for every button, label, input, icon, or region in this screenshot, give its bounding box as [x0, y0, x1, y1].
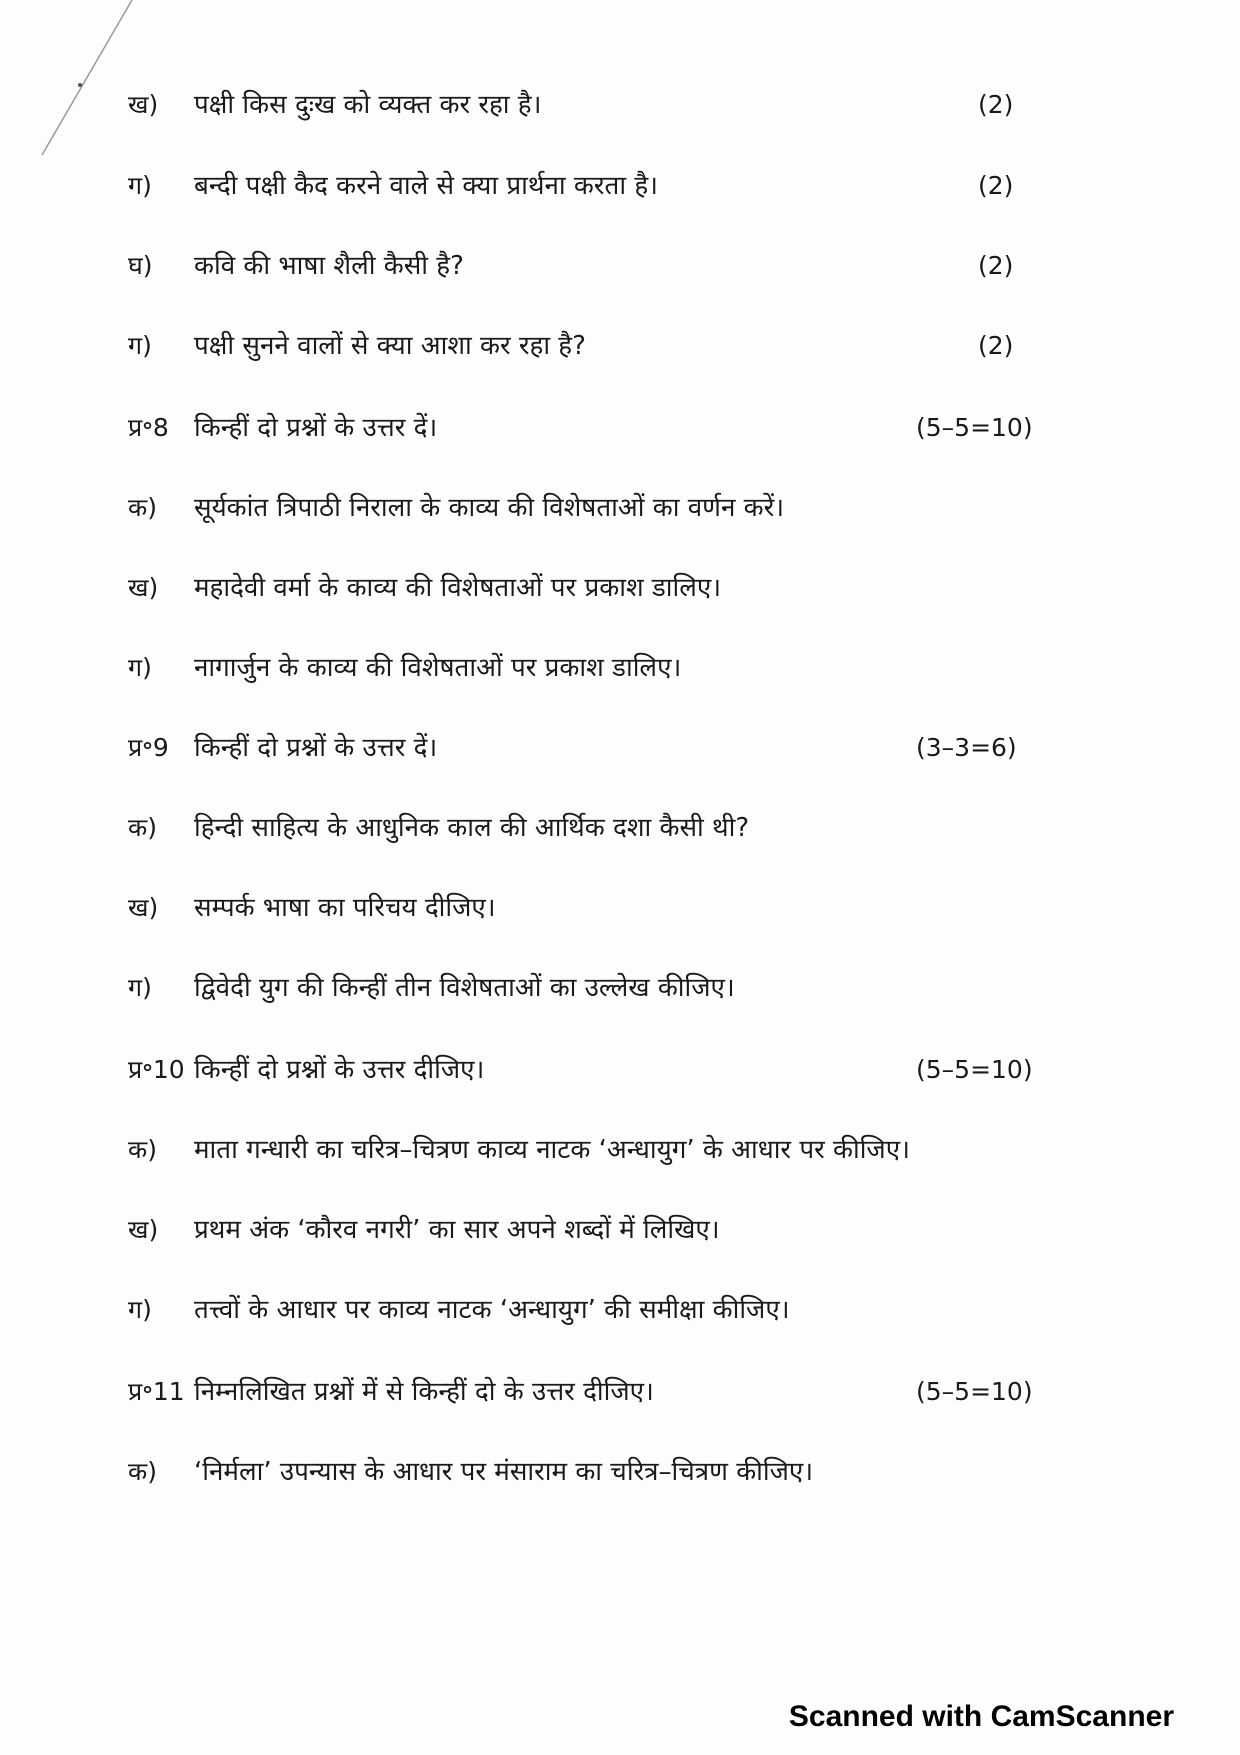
question-row — [0, 963, 1240, 1013]
marks-value: (2) — [978, 171, 1014, 200]
question-text: द्विवेदी युग की किन्हीं तीन विशेषताओं का उल्लेख कीजिए। — [194, 973, 735, 1003]
question-text: महादेवी वर्मा के काव्य की विशेषताओं पर प्रकाश डालिए। — [194, 573, 722, 603]
question-text: ‘निर्मला’ उपन्यास के आधार पर मंसाराम का चरित्र–चित्रण कीजिए। — [194, 1457, 814, 1487]
scanner-watermark: Scanned with CamScanner — [788, 1700, 1174, 1733]
question-label: ख) — [128, 573, 159, 602]
marks-value: (2) — [978, 251, 1014, 280]
question-label: प्र॰9 — [128, 733, 169, 762]
question-text: नागार्जुन के काव्य की विशेषताओं पर प्रकाश डालिए। — [194, 653, 682, 683]
question-row — [0, 403, 1240, 453]
question-label: घ) — [128, 251, 153, 280]
question-text: किन्हीं दो प्रश्नों के उत्तर दें। — [194, 733, 438, 763]
question-label: ख) — [128, 90, 159, 119]
question-label: ग) — [128, 653, 152, 682]
question-label: प्र॰8 — [128, 413, 169, 442]
question-row — [0, 321, 1240, 371]
question-label: ग) — [128, 1295, 152, 1324]
question-text: तत्त्वों के आधार पर काव्य नाटक ‘अन्धायुग’ की समीक्षा कीजिए। — [194, 1295, 790, 1325]
question-row — [0, 803, 1240, 853]
question-text: सम्पर्क भाषा का परिचय दीजिए। — [194, 893, 496, 923]
marks-value: (2) — [978, 90, 1014, 119]
marks-value: (5–5=10) — [916, 1377, 1033, 1406]
question-text: पक्षी सुनने वालों से क्या आशा कर रहा है? — [194, 331, 586, 361]
question-row — [0, 483, 1240, 533]
question-label: ख) — [128, 1215, 159, 1244]
question-row — [0, 643, 1240, 693]
question-text: हिन्दी साहित्य के आधुनिक काल की आर्थिक दशा कैसी थी? — [194, 813, 750, 843]
question-label: क) — [128, 493, 157, 522]
question-row — [0, 80, 1240, 130]
question-text: बन्दी पक्षी कैद करने वाले से क्या प्रार्थना करता है। — [194, 171, 658, 201]
question-label: क) — [128, 1457, 157, 1486]
question-text: माता गन्धारी का चरित्र–चित्रण काव्य नाटक ‘अन्धायुग’ के आधार पर कीजिए। — [194, 1135, 910, 1165]
question-row — [0, 1447, 1240, 1497]
question-text: निम्नलिखित प्रश्नों में से किन्हीं दो के उत्तर दीजिए। — [194, 1377, 654, 1407]
question-label: ख) — [128, 893, 159, 922]
question-text: पक्षी किस दुःख को व्यक्त कर रहा है। — [194, 90, 542, 120]
question-row — [0, 883, 1240, 933]
question-label: क) — [128, 1135, 157, 1164]
question-row — [0, 1205, 1240, 1255]
question-row — [0, 723, 1240, 773]
question-text: प्रथम अंक ‘कौरव नगरी’ का सार अपने शब्दों में लिखिए। — [194, 1215, 720, 1245]
question-label: ग) — [128, 973, 152, 1002]
marks-value: (2) — [978, 331, 1014, 360]
question-label: ग) — [128, 171, 152, 200]
question-label: क) — [128, 813, 157, 842]
question-row — [0, 563, 1240, 613]
question-row — [0, 241, 1240, 291]
question-row — [0, 1367, 1240, 1417]
question-label: प्र॰11 — [128, 1377, 185, 1406]
question-row — [0, 1125, 1240, 1175]
marks-value: (5–5=10) — [916, 1055, 1033, 1084]
question-text: किन्हीं दो प्रश्नों के उत्तर दें। — [194, 413, 438, 443]
question-row — [0, 1285, 1240, 1335]
marks-value: (5–5=10) — [916, 413, 1033, 442]
question-text: सूर्यकांत त्रिपाठी निराला के काव्य की विशेषताओं का वर्णन करें। — [194, 493, 785, 523]
question-text: कवि की भाषा शैली कैसी है? — [194, 251, 464, 281]
question-row — [0, 1045, 1240, 1095]
question-label: प्र॰10 — [128, 1055, 185, 1084]
question-label: ग) — [128, 331, 152, 360]
marks-value: (3–3=6) — [916, 733, 1017, 762]
question-row — [0, 161, 1240, 211]
question-text: किन्हीं दो प्रश्नों के उत्तर दीजिए। — [194, 1055, 485, 1085]
